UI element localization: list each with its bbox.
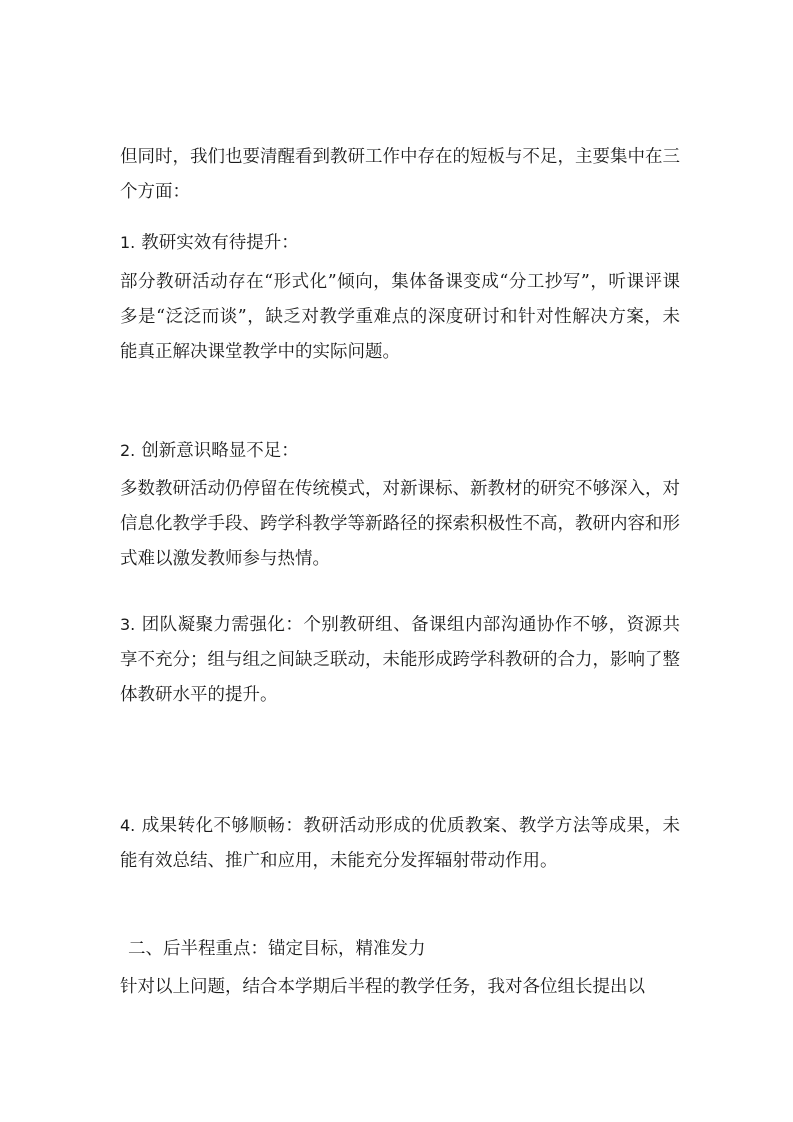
item-4-paragraph (120, 808, 680, 879)
item-4-body: 教研活动形成的优质教案、教学方法等成果，未能有效总结、推广和应用，未能充分发挥辐射带动作用。 (120, 816, 680, 871)
item-3-number: 3. (120, 615, 136, 634)
closing-paragraph: 针对以上问题，结合本学期后半程的教学任务，我对各位组长提出以 (120, 977, 645, 997)
item-4-number: 4. (120, 816, 136, 835)
item-1-heading (120, 225, 690, 261)
item-1-number: 1. (120, 233, 136, 252)
item-3-title: 团队凝聚力需强化： (141, 615, 304, 635)
item-3-body: 个别教研组、备课组内部沟通协作不够，资源共享不充分；组与组之间缺乏联动，未能形成跨学科教研的合力，影响了整体教研水平的提升。 (120, 615, 680, 705)
item-4-title: 成果转化不够顺畅： (141, 816, 304, 836)
item-1-body: 部分教研活动存在“形式化”倾向，集体备课变成“分工抄写”，听课评课多是“泛泛而谈”，缺乏对教学重难点的深度研讨和针对性解决方案，未能真正解决课堂教学中的实际问题。 (120, 272, 680, 362)
item-2-title: 创新意识略显不足： (141, 441, 299, 461)
item-3-paragraph (120, 607, 680, 713)
item-1-title: 教研实效有待提升： (141, 233, 299, 253)
item-2-body: 多数教研活动仍停留在传统模式，对新课标、新教材的研究不够深入，对信息化教学手段、跨学科教学等新路径的探索积极性不高，教研内容和形式难以激发教师参与热情。 (120, 479, 680, 569)
item-2-number: 2. (120, 441, 136, 460)
intro-paragraph: 但同时，我们也要清醒看到教研工作中存在的短板与不足，主要集中在三个方面： (120, 147, 680, 202)
item-2-heading (120, 433, 690, 469)
section-heading: 二、后半程重点：锚定目标，精准发力 (128, 939, 426, 959)
